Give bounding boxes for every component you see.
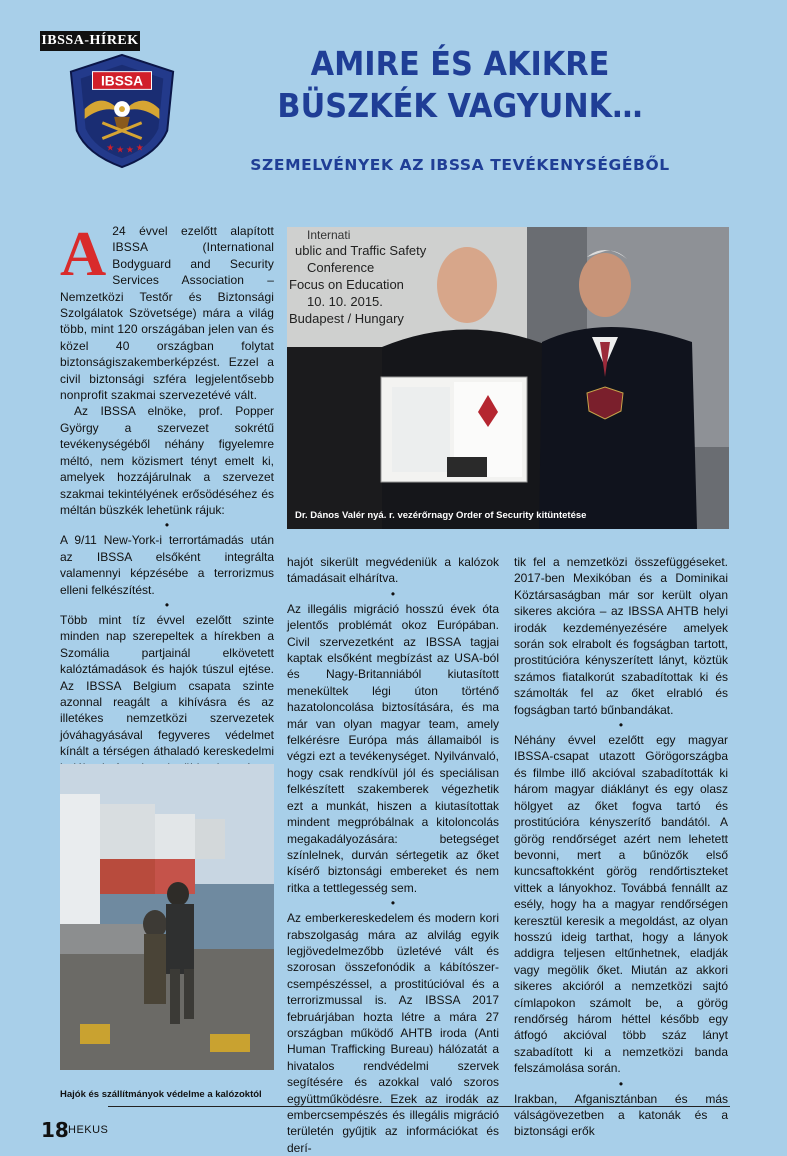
photo-ship-caption: Hajók és szállítmányok védelme a kalózoktól xyxy=(60,1089,262,1100)
magazine-name: HEKUS xyxy=(68,1124,109,1136)
banner-line-4: 10. 10. 2015. xyxy=(307,294,383,309)
svg-text:★: ★ xyxy=(135,142,144,153)
photo-award-ceremony xyxy=(287,227,729,529)
svg-text:★: ★ xyxy=(106,142,115,153)
footer-rule xyxy=(108,1106,730,1107)
paragraph-president: Az IBSSA elnöke, prof. Popper György a szervezet sokrétű tevékenységéből néhány figyelemre méltó, nem közismert tényt emelt ki, amelyek hozzájárulnak a szervezet szakmai tekintélyének erősödéséhez és méltán büszkék lehetünk rájuk: xyxy=(60,404,274,517)
ibssa-logo xyxy=(63,52,181,170)
paragraph-9-11: A 9/11 New-York-i terrortámadás után az IBSSA elsőként integrálta valamennyi képzésébe a terrorizmus elleni felkészítést. xyxy=(60,533,274,597)
column-2 xyxy=(287,554,499,1156)
section-tag: IBSSA-HÍREK xyxy=(40,31,140,51)
paragraph-pirates: Több mint tíz évvel ezelőtt szinte minden nap szerepeltek a hírekben a Szomália partjainál elkövetett kalóztámadások és hajók túszul ejtése. Az IBSSA Belgium csapata szinte azonnal reagált a kihívásra és az illetékes nemzetközi szervezetek jóváhagyásával fegyveres védelmet kínált a térségen áthaladó kereskedelmi xyxy=(60,612,274,759)
page-title: AMIRE ÉS AKIKRE BÜSZKÉK VAGYUNK… xyxy=(277,44,643,125)
logo-text: IBSSA xyxy=(100,73,144,89)
bullet: • xyxy=(164,597,170,612)
banner-top-text: Internati xyxy=(307,228,351,242)
paragraph-migration: Az illegális migráció hosszú évek óta jelentős problémát okoz Európában. Civil szervezetként az IBSSA tagjai kaptak elsőként megbízást az USA-ból és Nagy-Britanniából kiutasított menekültek légi úton történő hazatoloncolása biztosítására, és ma már van olyan magyar team, amely felkérésre Európa más államaiból is végzi ezt a tevékenységet. Nyilvánvaló, hogy csak rendkívül jól és speciálisan felkészített szakemberek végezhetik ezt a munkát, hiszen a kiutasítottak mindent megpróbálnak a kitoloncolás megakadályozására: betegséget színlelnek, durván sértegetik az őket kísérő biztonsági embereket és nem ritka a tettlegesség sem. xyxy=(287,601,499,895)
bullet: • xyxy=(164,518,170,533)
drop-cap: A xyxy=(60,218,107,289)
photo-ship-guards xyxy=(60,764,274,1070)
paragraph-greece: Néhány évvel ezelőtt egy magyar IBSSA-csapat utazott Görögországba és filmbe illő akcióval szabadították ki három magyar diáklányt és egy olasz hölgyet az őket fogva tartó és prostitúcióra kényszerítő bandától. A görög rendőrséget azért nem lehetett bevonni, mert a bűnözők első kuncsaftokként görög rendőrtiszteket vittek a lányokhoz. Továbbá fennállt az esély, hogy ha a magyar rendőrségen keresztül keresik a megoldást, az olyan hosszú ideig tarthat, hogy a lányok addigra teljesen eltűnhetnek, eladják vagy megölik őket. Miután az akkori sikeres akcióról a nemzetközi sajtó címlapokon számolt be, a görög rendőrség három héttel később egy átfogó akcióval több száz lányt szabadított ki a nemzetközi banda felszámolása során. xyxy=(514,733,728,1076)
svg-text:★: ★ xyxy=(125,144,134,155)
photo-award-caption: Dr. Dános Valér nyá. r. vezérőrnagy Order of Security kitüntetése xyxy=(295,510,587,521)
bullet: • xyxy=(390,586,396,601)
paragraph-trafficking: Az emberkereskedelem és modern kori rabszolgaság mára az alvilág egyik legjövedelmezőbb üzletévé vált és szorosan összefonódik a kábítószer-csempészéssel, a prostitúcióval és a terrorizmussal is. Az IBSSA 2017 februárjában hozta létre a mára 27 országban működő AHTB iroda (Anti Human Trafficking Bureau) hálózatát a hivatalos rendvédelmi szervek segítésére és azokkal való szoros együttműködésre. Ezek az irodák az embercsempészés és illegális migráció területén gyűjtik az információkat és derí- xyxy=(287,911,499,1155)
paragraph-iraq: Irakban, Afganisztánban és más válságövezetben a katonák és a biztonsági erők xyxy=(514,1091,728,1139)
intro-paragraph: 24 évvel ezelőtt alapított IBSSA (International Bodyguard and Security Services Association – Nemzetközi Testőr és Biztonsági Szolgálatok Szövetsége) mára a világ több, mint 120 országában jelen van és közel 40 országban folytat biztonságiszakemberképzést. Ezzel a civil biztonsági szféra legjelentősebb nonprofit szakmai szervezetévé vált. xyxy=(60,224,274,403)
paragraph-mexico: tik fel a nemzetközi összefüggéseket. 2017-ben Mexikóban és a Dominikai Köztársaságban már sor került olyan sikeres akcióra – az IBSSA AHTB helyi irodák kezdeményezésére amelyek során sok elrabolt és fogságban tartott, prostitúcióra kényszerített lányt, köztük számos fiatalkorút szabadítottak ki és számolták fel az őket elrabló és fogságban tartó bűnbandákat. xyxy=(514,555,728,717)
svg-text:★: ★ xyxy=(116,144,125,155)
column-3 xyxy=(514,554,728,1140)
page-subtitle: SZEMELVÉNYEK AZ IBSSA TEVÉKENYSÉGÉBŐL xyxy=(250,156,670,174)
bullet: • xyxy=(618,1076,624,1091)
paragraph-continued: hajót sikerült megvédeniük a kalózok támadásait elhárítva. xyxy=(287,555,499,586)
column-1 xyxy=(60,218,274,776)
banner-line-1: ublic and Traffic Safety xyxy=(295,243,427,258)
banner-line-2: Conference xyxy=(307,260,375,275)
banner-line-5: Budapest / Hungary xyxy=(289,311,404,326)
bullet: • xyxy=(390,896,396,911)
page-number: 18 xyxy=(41,1118,69,1142)
banner-line-3: Focus on Education xyxy=(289,277,404,292)
bullet: • xyxy=(618,718,624,733)
